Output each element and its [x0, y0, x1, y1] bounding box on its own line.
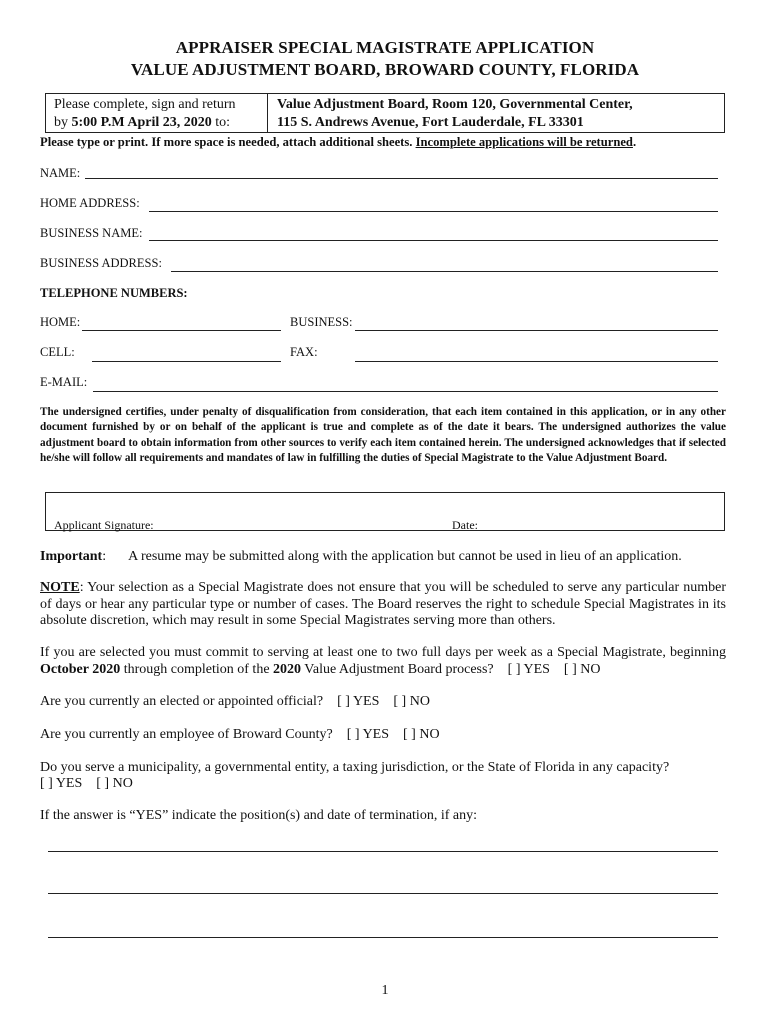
q1-year: 2020 — [273, 661, 302, 677]
q4-yes-label: YES — [55, 776, 83, 791]
fax-field[interactable] — [355, 361, 718, 362]
important-text: A resume may be submitted along with the application but cannot be used in lieu of an application. — [128, 549, 682, 564]
print-note-end: . — [632, 135, 637, 149]
note-text: : Your selection as a Special Magistrate does not ensure that you will be scheduled to serve any particular number of days or hear any particular type or number of cases. The Board reserves the right to schedule Special Magistrates in its absolute discretion, which may result in some Special Magistrates serving more than others. — [40, 580, 726, 628]
q4-options — [40, 776, 133, 792]
home-address-label: HOME ADDRESS: — [40, 196, 140, 210]
deadline-prefix: by — [54, 115, 72, 130]
q2-yes-checkbox[interactable]: [ ] — [337, 694, 350, 709]
position-answer-line-2[interactable] — [48, 893, 718, 894]
home-phone-label: HOME: — [40, 315, 81, 329]
cell-phone-label: CELL: — [40, 345, 75, 359]
name-label: NAME: — [40, 166, 81, 180]
applicant-signature-field[interactable] — [160, 494, 440, 528]
q1-text-b: through completion of the — [120, 661, 274, 677]
return-address-line2: 115 S. Andrews Avenue, Fort Lauderdale, FL 33301 — [277, 115, 584, 130]
incomplete-warning: Incomplete applications will be returned — [415, 135, 633, 149]
q1-no-label: NO — [580, 661, 601, 677]
date-label: Date: — [452, 518, 478, 532]
certification-statement: The undersigned certifies, under penalty of disqualification from consideration, that each item contained in this application, or in any other document furnished by or on behalf of the applicant is true and complete as of the date it bears. The undersigned authorizes the value adjustment board to obtain information from other sources to verify each item contained herein. The undersigned acknowledges that if selected he/she will follow all requirements and mandates of law in fulfilling the duties of Special Magistrate to the Value Adjustment Board. — [40, 406, 726, 465]
business-address-label: BUSINESS ADDRESS: — [40, 256, 162, 270]
form-title-line2: VALUE ADJUSTMENT BOARD, BROWARD COUNTY, FLORIDA — [130, 60, 640, 79]
q1-yes-checkbox[interactable]: [ ] — [507, 661, 521, 677]
q1-text-c: Value Adjustment Board process? — [301, 661, 494, 677]
q2-yes-label: YES — [352, 694, 380, 709]
position-answer-line-3[interactable] — [48, 937, 718, 938]
q1-yes-label: YES — [523, 661, 550, 677]
important-label: Important — [40, 549, 103, 564]
cell-phone-field[interactable] — [92, 361, 281, 362]
name-field[interactable] — [85, 178, 718, 179]
question-position-termination: If the answer is “YES” indicate the position(s) and date of termination, if any: — [40, 808, 477, 823]
form-title-line1: APPRAISER SPECIAL MAGISTRATE APPLICATION — [175, 38, 595, 57]
home-address-field[interactable] — [149, 211, 718, 212]
question-commitment — [40, 645, 726, 678]
email-field[interactable] — [93, 391, 718, 392]
q4-no-checkbox[interactable]: [ ] — [96, 776, 110, 791]
q1-text-a: If you are selected you must commit to serving at least one to two full days per week as a Special Magistrate, beginning — [40, 645, 726, 660]
question-government-service: Do you serve a municipality, a governmental entity, a taxing jurisdiction, or the State of Florida in any capacity? — [40, 760, 670, 775]
q4-yes-checkbox[interactable]: [ ] — [40, 776, 53, 791]
business-address-field[interactable] — [171, 271, 718, 272]
deadline-suffix: to: — [211, 115, 231, 130]
print-note-text: Please type or print. If more space is needed, attach additional sheets. — [40, 135, 416, 149]
print-note — [40, 135, 636, 150]
important-note — [40, 549, 682, 565]
return-address-line1: Value Adjustment Board, Room 120, Governmental Center, — [277, 97, 633, 112]
business-phone-label: BUSINESS: — [290, 315, 353, 329]
q3-no-label: NO — [419, 727, 440, 742]
q1-no-checkbox[interactable]: [ ] — [563, 661, 577, 677]
position-answer-line-1[interactable] — [48, 851, 718, 852]
fax-label: FAX: — [290, 345, 318, 359]
signature-date-field[interactable] — [485, 494, 720, 528]
home-phone-field[interactable] — [82, 330, 281, 331]
q3-no-checkbox[interactable]: [ ] — [403, 727, 416, 742]
q2-no-label: NO — [409, 694, 430, 709]
applicant-signature-label: Applicant Signature: — [54, 518, 154, 532]
note-label: NOTE — [40, 580, 80, 595]
q2-no-checkbox[interactable]: [ ] — [393, 694, 407, 709]
return-instruction-line2 — [54, 114, 230, 132]
q4-no-label: NO — [112, 776, 133, 791]
question-county-employee — [40, 727, 440, 743]
q3-yes-label: YES — [362, 727, 390, 742]
business-name-field[interactable] — [149, 240, 718, 241]
business-name-label: BUSINESS NAME: — [40, 226, 143, 240]
q3-text: Are you currently an employee of Broward County? — [40, 727, 333, 742]
important-colon: : — [102, 549, 107, 564]
business-phone-field[interactable] — [355, 330, 718, 331]
note-paragraph — [40, 580, 726, 630]
return-instruction-line1: Please complete, sign and return — [54, 97, 236, 112]
email-label: E-MAIL: — [40, 375, 88, 389]
q3-yes-checkbox[interactable]: [ ] — [346, 727, 360, 742]
deadline: 5:00 P.M April 23, 2020 — [71, 115, 212, 130]
page-number: 1 — [381, 983, 389, 998]
q1-start-month: October 2020 — [40, 661, 121, 677]
q2-text: Are you currently an elected or appointed official? — [40, 694, 324, 709]
telephone-numbers-heading: TELEPHONE NUMBERS: — [40, 286, 188, 300]
instruction-box-divider — [267, 93, 268, 133]
question-elected-official — [40, 694, 430, 710]
